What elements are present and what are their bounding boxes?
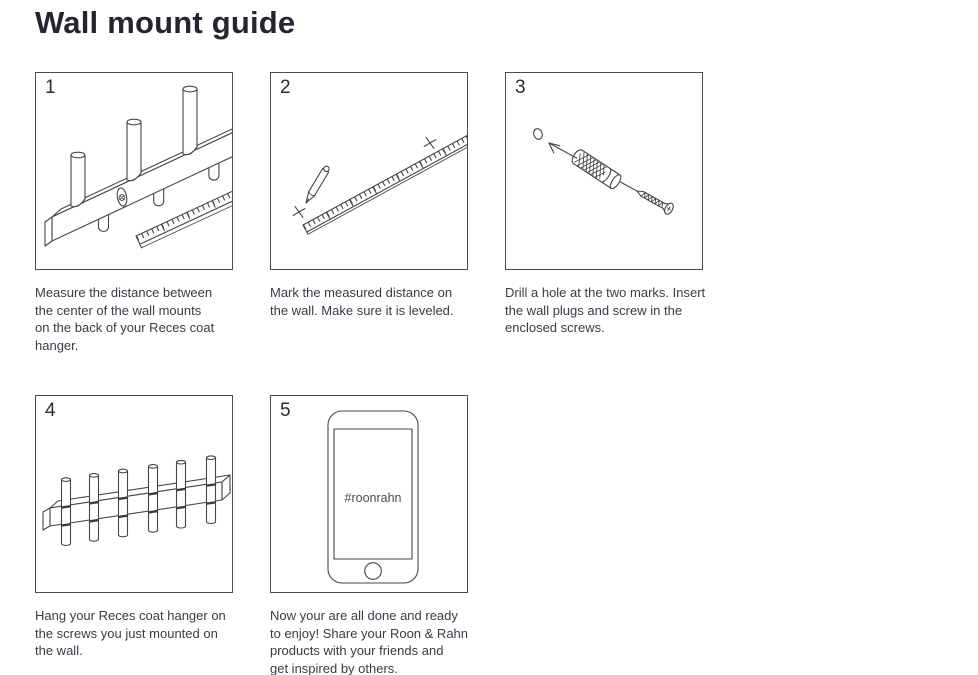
- share-phone-illustration: [271, 396, 467, 592]
- step-5-frame: [270, 395, 468, 593]
- step-3-number: 3: [515, 77, 526, 98]
- step-1-frame: [35, 72, 233, 270]
- x-mark-left: [293, 207, 305, 218]
- coat-hanger-rail: [45, 86, 232, 246]
- phone-hashtag-text: #roonrahn: [344, 491, 402, 505]
- step-4-frame: [35, 395, 233, 593]
- smartphone: [328, 411, 418, 583]
- pencil: [306, 166, 329, 203]
- step-5-number: 5: [280, 400, 291, 421]
- step-2: [270, 72, 510, 319]
- mounted-hanger-illustration: [36, 396, 232, 592]
- drilled-hole: [532, 127, 544, 140]
- coat-hanger-measure-illustration: [36, 73, 232, 269]
- mounted-rail: [43, 475, 230, 530]
- ruler: [303, 129, 467, 234]
- screw: [634, 186, 675, 216]
- step-2-frame: [270, 72, 468, 270]
- step-4: [35, 395, 275, 660]
- wall-plug: [570, 148, 623, 190]
- drill-plug-screw-illustration: [506, 73, 702, 269]
- step-1: [35, 72, 275, 354]
- home-button: [365, 563, 382, 580]
- step-3: [505, 72, 745, 337]
- x-mark-right: [424, 138, 436, 149]
- step-4-caption: Hang your Reces coat hanger on the screws you just mounted on the wall.: [35, 608, 226, 658]
- step-3-caption: Drill a hole at the two marks. Insert the wall plugs and screw in the enclosed screws.: [505, 285, 706, 335]
- step-1-number: 1: [45, 77, 56, 98]
- step-2-caption: Mark the measured distance on the wall. Make sure it is leveled.: [270, 285, 454, 318]
- step-5: [270, 395, 510, 675]
- step-5-caption: Now your are all done and ready to enjoy! Share your Roon & Rahn products with your friends and get inspired by others.: [270, 608, 469, 675]
- page-title: Wall mount guide: [35, 5, 296, 40]
- step-1-caption: Measure the distance between the center of the wall mounts on the back of your Reces coat hanger.: [35, 285, 215, 353]
- step-3-frame: [505, 72, 703, 270]
- step-4-number: 4: [45, 400, 56, 421]
- mark-distance-illustration: [271, 73, 467, 269]
- step-2-number: 2: [280, 77, 291, 98]
